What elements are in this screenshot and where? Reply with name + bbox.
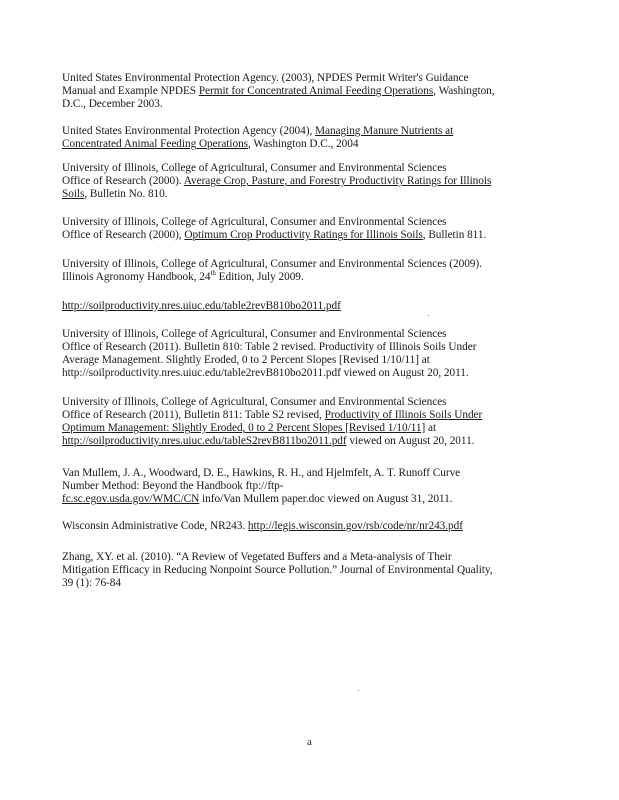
- reference-line: [62, 577, 562, 590]
- reference-text: United States Environmental Protection Agency. (2003), NPDES Permit Writer's Guidance: [62, 72, 469, 84]
- reference-text: University of Illinois, College of Agricultural, Consumer and Environmental Sciences: [62, 328, 447, 340]
- reference-text: Office of Research (2000),: [62, 229, 185, 241]
- reference-line: [62, 435, 562, 448]
- reference-entry: [62, 125, 562, 151]
- reference-line: [62, 216, 562, 229]
- reference-line: [62, 229, 562, 242]
- reference-line: [62, 396, 562, 409]
- reference-text: University of Illinois, College of Agricultural, Consumer and Environmental Sciences: [62, 216, 447, 228]
- reference-line: [62, 409, 562, 422]
- reference-line: [62, 551, 562, 564]
- reference-line: [62, 300, 562, 313]
- reference-entry: [62, 551, 562, 590]
- reference-line: [62, 85, 562, 98]
- reference-line: [62, 258, 562, 271]
- reference-entry: [62, 258, 562, 284]
- reference-line: [62, 138, 562, 151]
- reference-line: [62, 162, 562, 175]
- reference-text: University of Illinois, College of Agricultural, Consumer and Environmental Sciences: [62, 396, 447, 408]
- reference-line: [62, 98, 562, 111]
- reference-text: Illinois Agronomy Handbook, 24: [62, 271, 211, 283]
- superscript-text: th: [210, 269, 216, 278]
- reference-text: Office of Research (2011). Bulletin 810: Table 2 revised. Productivity of Illinois Soils Under: [62, 341, 477, 353]
- reference-entry: [62, 467, 562, 506]
- reference-underlined-text: Permit for Concentrated Animal Feeding Operations: [198, 85, 434, 97]
- reference-underlined-text: http://soilproductivity.nres.uiuc.edu/table2revB810bo2011.pdf: [62, 300, 341, 312]
- reference-text: Edition, July 2009.: [215, 271, 304, 283]
- reference-text: Van Mullem, J. A., Woodward, D. E., Hawkins, R. H., and Hjelmfelt, A. T. Runoff Curve: [62, 467, 461, 479]
- reference-line: [62, 564, 562, 577]
- reference-line: [62, 467, 562, 480]
- reference-line: [62, 422, 562, 435]
- reference-text: viewed on August 20, 2011.: [346, 435, 475, 447]
- reference-text: Average Management. Slightly Eroded, 0 to 2 Percent Slopes [Revised 1/10/11] at: [62, 354, 430, 366]
- reference-text: University of Illinois, College of Agricultural, Consumer and Environmental Sciences (2009).: [62, 258, 482, 270]
- reference-entry: [62, 520, 562, 533]
- page-number: a: [307, 736, 312, 748]
- reference-underlined-text: http://legis.wisconsin.gov/rsb/code/nr/nr243.pdf: [247, 520, 463, 532]
- reference-line: [62, 341, 562, 354]
- reference-text: , Bulletin No. 810.: [84, 188, 168, 200]
- reference-entry: [62, 72, 562, 111]
- reference-line: [62, 493, 562, 506]
- reference-text: http://soilproductivity.nres.uiuc.edu/table2revB810bo2011.pdf viewed on August 20, 2011.: [62, 367, 469, 379]
- reference-text: , Washington,: [433, 85, 495, 97]
- reference-text: Office of Research (2000).: [62, 175, 184, 187]
- reference-entry: [62, 162, 562, 201]
- reference-text: Number Method: Beyond the Handbook ftp://ftp-: [62, 480, 284, 492]
- reference-line: [62, 175, 562, 188]
- reference-underlined-text: Optimum Management: Slightly Eroded, 0 to 2 Percent Slopes [Revised 1/10/11]: [62, 422, 426, 434]
- reference-text: , Bulletin 811.: [422, 229, 487, 241]
- reference-line: [62, 188, 562, 201]
- reference-line: [62, 72, 562, 85]
- reference-underlined-text: fc.sc.egov.usda.gov/WMC/CN: [62, 493, 200, 505]
- reference-text: D.C., December 2003.: [62, 98, 163, 110]
- reference-line: [62, 125, 562, 138]
- reference-text: Zhang, XY. et al. (2010). “A Review of Vegetated Buffers and a Meta-analysis of Their: [62, 551, 452, 563]
- reference-line: [62, 520, 562, 533]
- reference-text: Office of Research (2011), Bulletin 811: Table S2 revised,: [62, 409, 325, 421]
- reference-underlined-text: Soils: [62, 188, 85, 200]
- scan-speck: [358, 690, 359, 691]
- reference-line: [62, 354, 562, 367]
- reference-underlined-text: Average Crop, Pasture, and Forestry Productivity Ratings for Illinois: [183, 175, 492, 187]
- reference-line: [62, 367, 562, 380]
- reference-text: 39 (1): 76-84: [62, 577, 121, 589]
- reference-underlined-text: Optimum Crop Productivity Ratings for Illinois Soils: [184, 229, 423, 241]
- scan-speck: [428, 315, 429, 316]
- reference-text: Wisconsin Administrative Code, NR243.: [62, 520, 248, 532]
- reference-text: at: [425, 422, 437, 434]
- reference-text: info/Van Mullem paper.doc viewed on August 31, 2011.: [199, 493, 453, 505]
- reference-line: [62, 328, 562, 341]
- reference-entry: [62, 216, 562, 242]
- reference-text: , Washington D.C., 2004: [248, 138, 359, 150]
- reference-text: University of Illinois, College of Agricultural, Consumer and Environmental Sciences: [62, 162, 447, 174]
- reference-line: [62, 480, 562, 493]
- reference-underlined-text: Productivity of Illinois Soils Under: [324, 409, 483, 421]
- reference-entry: [62, 396, 562, 448]
- reference-entry: [62, 328, 562, 380]
- reference-text: Manual and Example NPDES: [62, 85, 199, 97]
- reference-text: Mitigation Efficacy in Reducing Nonpoint Source Pollution.” Journal of Environmental Quality,: [62, 564, 493, 576]
- reference-underlined-text: http://soilproductivity.nres.uiuc.edu/tableS2revB811bo2011.pdf: [62, 435, 347, 447]
- reference-underlined-text: Concentrated Animal Feeding Operations: [62, 138, 249, 150]
- reference-underlined-text: Managing Manure Nutrients at: [315, 125, 454, 137]
- reference-text: United States Environmental Protection Agency (2004),: [62, 125, 315, 137]
- reference-entry: [62, 300, 562, 313]
- reference-line: [62, 271, 562, 284]
